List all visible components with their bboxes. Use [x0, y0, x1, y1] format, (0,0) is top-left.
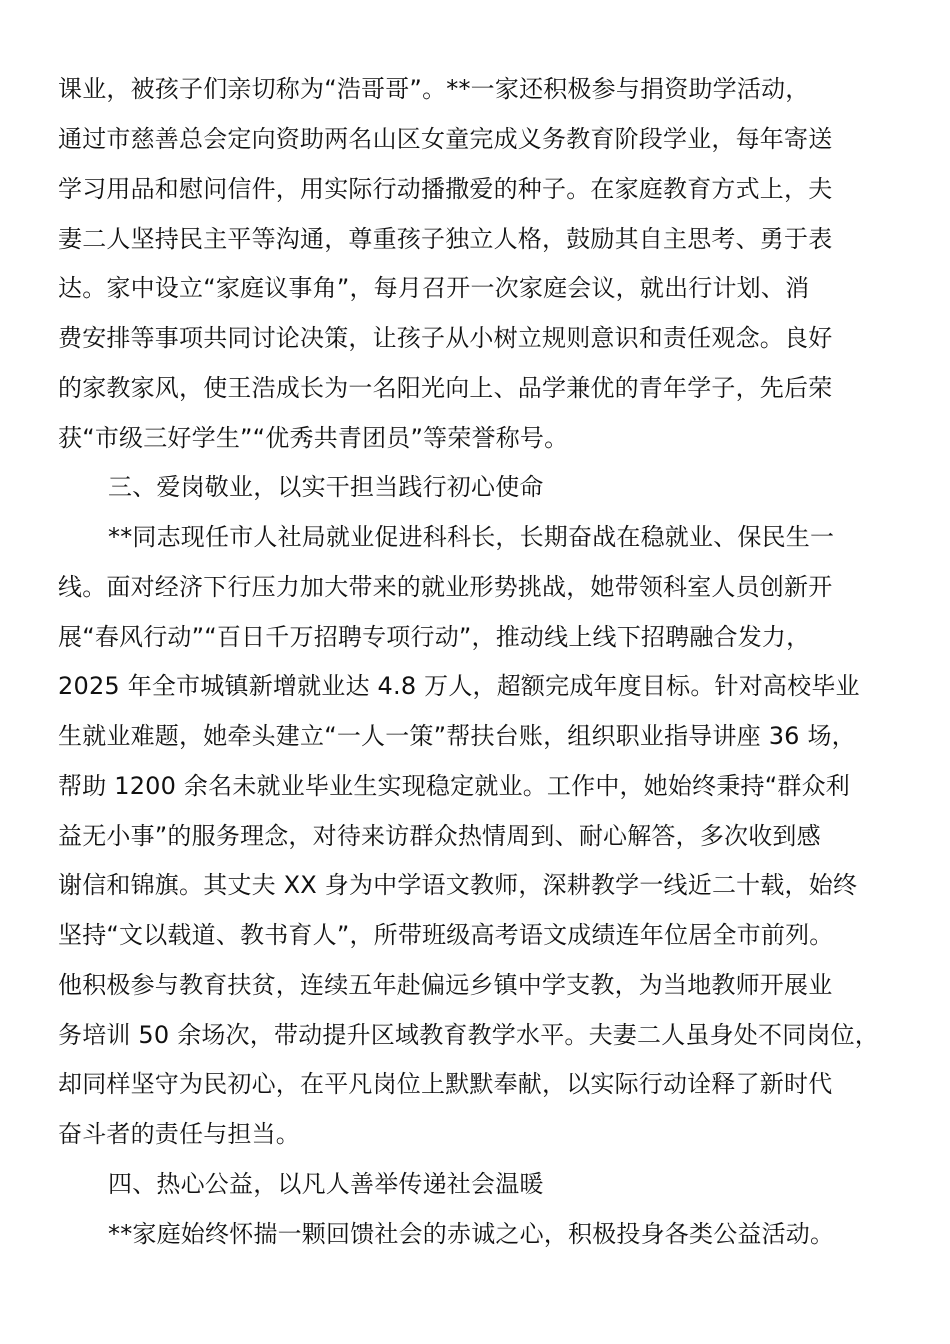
paragraph-line: 妻二人坚持民主平等沟通，尊重孩子独立人格，鼓励其自主思考、勇于表: [58, 225, 833, 253]
paragraph-line: 线。面对经济下行压力加大带来的就业形势挑战，她带领科室人员创新开: [58, 573, 833, 601]
paragraph-line: **家庭始终怀揣一颗回馈社会的赤诚之心，积极投身各类公益活动。: [108, 1220, 835, 1248]
section-heading-3: 三、爱岗敬业，以实干担当践行初心使命: [108, 473, 544, 501]
paragraph-line: 生就业难题，她牵头建立“一人一策”帮扶台账，组织职业指导讲座 36 场，: [58, 722, 856, 750]
paragraph-line: 通过市慈善总会定向资助两名山区女童完成义务教育阶段学业，每年寄送: [58, 125, 833, 153]
paragraph-line: 奋斗者的责任与担当。: [58, 1120, 300, 1148]
paragraph-line: 学习用品和慰问信件，用实际行动播撒爱的种子。在家庭教育方式上，夫: [58, 175, 833, 203]
paragraph-line: 2025 年全市城镇新增就业达 4.8 万人，超额完成年度目标。针对高校毕业: [58, 672, 860, 700]
paragraph-line: 却同样坚守为民初心，在平凡岗位上默默奉献，以实际行动诠释了新时代: [58, 1070, 833, 1098]
paragraph-line: 获“市级三好学生”“优秀共青团员”等荣誉称号。: [58, 424, 569, 452]
paragraph-line: 的家教家风，使王浩成长为一名阳光向上、品学兼优的青年学子，先后荣: [58, 374, 833, 402]
paragraph-line: 他积极参与教育扶贫，连续五年赴偏远乡镇中学支教，为当地教师开展业: [58, 971, 833, 999]
paragraph-line: 益无小事”的服务理念，对待来访群众热情周到、耐心解答，多次收到感: [58, 822, 821, 850]
paragraph-line: 展“春风行动”“百日千万招聘专项行动”，推动线上线下招聘融合发力，: [58, 623, 811, 651]
paragraph-line: 达。家中设立“家庭议事角”，每月召开一次家庭会议，就出行计划、消: [58, 274, 810, 302]
paragraph-line: 务培训 50 余场次，带动提升区域教育教学水平。夫妻二人虽身处不同岗位，: [58, 1021, 879, 1049]
section-heading-4: 四、热心公益，以凡人善举传递社会温暖: [108, 1170, 544, 1198]
paragraph-line: 费安排等事项共同讨论决策，让孩子从小树立规则意识和责任观念。良好: [58, 324, 833, 352]
paragraph-line: 帮助 1200 余名未就业毕业生实现稳定就业。工作中，她始终秉持“群众利: [58, 772, 850, 800]
paragraph-line: 课业，被孩子们亲切称为“浩哥哥”。**一家还积极参与捐资助学活动，: [58, 75, 810, 103]
paragraph-line: 坚持“文以载道、教书育人”，所带班级高考语文成绩连年位居全市前列。: [58, 921, 834, 949]
paragraph-line: **同志现任市人社局就业促进科科长，长期奋战在稳就业、保民生一: [108, 523, 835, 551]
paragraph-line: 谢信和锦旗。其丈夫 XX 身为中学语文教师，深耕教学一线近二十载，始终: [58, 871, 858, 899]
